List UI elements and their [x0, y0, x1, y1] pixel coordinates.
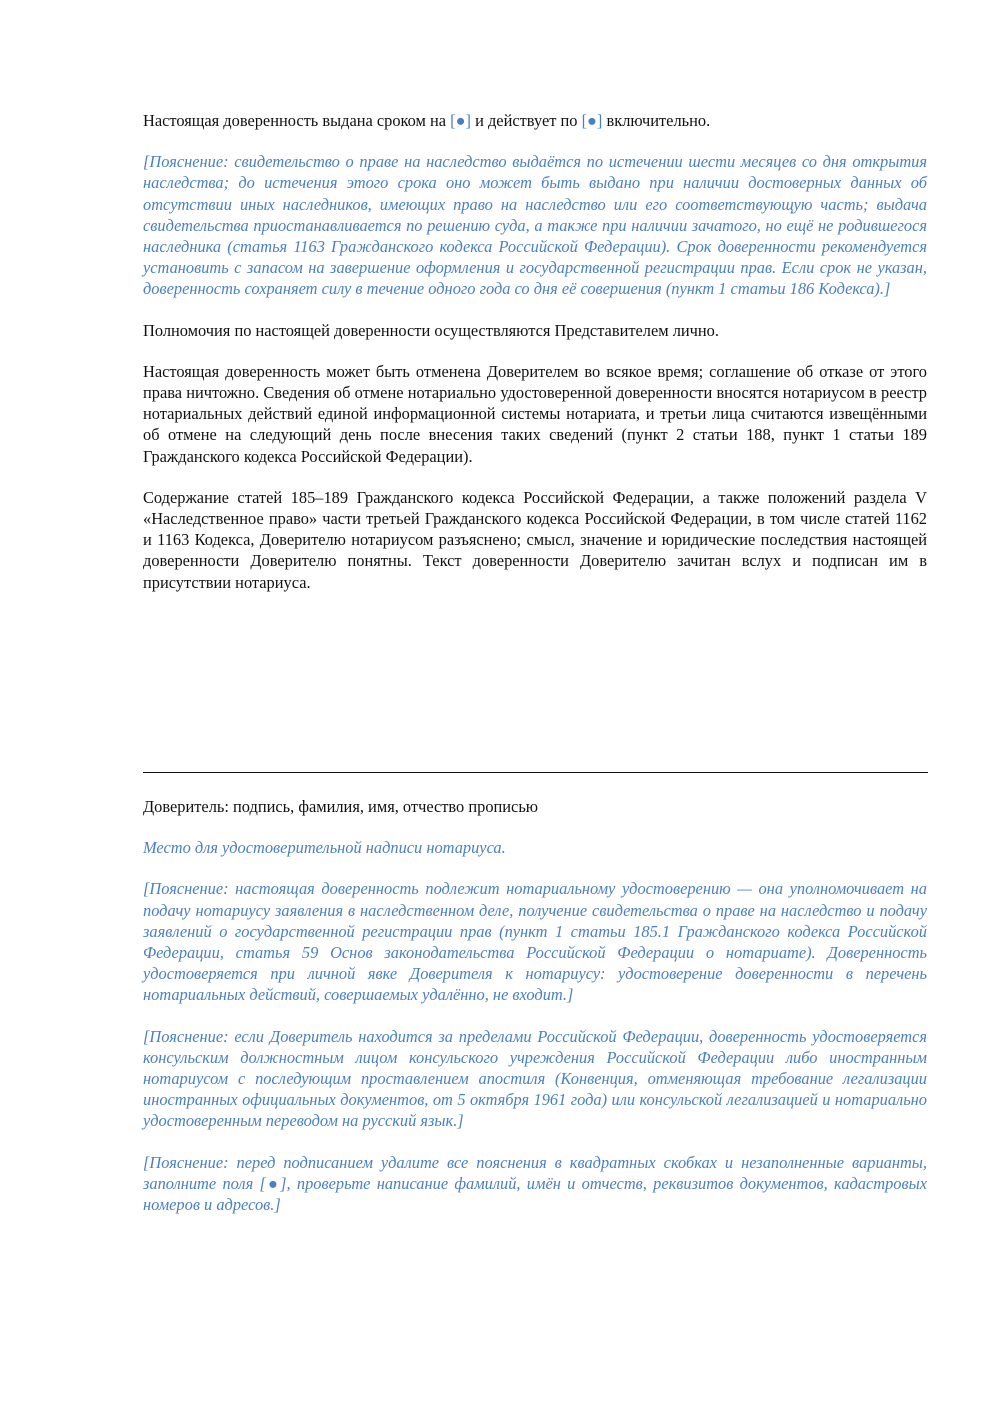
- term-middle: и действует по: [471, 111, 582, 130]
- validity-term-paragraph: [143, 110, 927, 131]
- signature-section: [143, 796, 927, 1235]
- note-term: [Пояснение: свидетельство о праве на наследство выдаётся по истечении шести месяцев со дня открытия наследства; до истечения этого срока оно может быть выдано при наличии достоверных данных об отсутствии иных наследников, имеющих право на наследство или его соответствующую часть; выдача свидетельства приостанавливается по решению суда, а также при наличии зачатого, но ещё не родившегося наследника (статья 1163 Гражданского кодекса Российской Федерации). Срок доверенности рекомендуется установить с запасом на завершение оформления и государственной регистрации прав. Если срок не указан, доверенность сохраняет силу в течение одного года со дня её совершения (пункт 1 статьи 186 Кодекса).]: [143, 152, 927, 299]
- explained-paragraph: Содержание статей 185–189 Гражданского кодекса Российской Федерации, а также положений раздела V «Наследственное право» части третьей Гражданского кодекса Российской Федерации, в том числе статей 1162 и 1163 Кодекса, Доверителю нотариусом разъяснено; смысл, значение и юридические последствия настоящей доверенности Доверителю понятны. Текст доверенности Доверителю зачитан вслух и подписан им в присутствии нотариуса.: [143, 487, 927, 592]
- term-prefix: Настоящая доверенность выдана сроком на: [143, 111, 451, 130]
- note-notary: [Пояснение: настоящая доверенность подлежит нотариальному удостоверению — она уполномочивает на подачу нотариусу заявления в наследственном деле, получение свидетельства о праве на наследство и подачу заявлений о государственной регистрации прав (пункт 1 статьи 185.1 Гражданского кодекса Российской Федерации, статья 59 Основ законодательства Российской Федерации о нотариате). Доверенность удостоверяется при личной явке Доверителя к нотариусу: удостоверение доверенности в перечень нотариальных действий, совершаемых удалённо, не входит.]: [143, 879, 927, 1005]
- notary-place: Место для удостоверительной надписи нотариуса.: [143, 838, 506, 858]
- note-final: [Пояснение: перед подписанием удалите все пояснения в квадратных скобках и незаполненные варианты, заполните поля [●], проверьте написание фамилий, имён и отчеств, реквизитов документов, кадастровых номеров и адресов.]: [143, 1152, 927, 1215]
- term-suffix: включительно.: [602, 111, 711, 130]
- document-body: [143, 110, 927, 613]
- personal-execution-paragraph: Полномочия по настоящей доверенности осуществляются Представителем лично.: [143, 320, 719, 340]
- note-abroad: [Пояснение: если Доверитель находится за пределами Российской Федерации, доверенность удостоверяется консульским должностным лицом консульского учреждения Российской Федерации либо иностранным нотариусом с последующим проставлением апостиля (Конвенция, отменяющая требование легализации иностранных официальных документов, от 5 октября 1961 года) или консульской легализацией и нотариально удостоверенным переводом на русский язык.]: [143, 1026, 927, 1131]
- signature-caption: Доверитель: подпись, фамилия, имя, отчество прописью: [143, 797, 539, 816]
- revocation-paragraph: Настоящая доверенность может быть отменена Доверителем во всякое время; соглашение об отказе от этого права ничтожно. Сведения об отмене нотариально удостоверенной доверенности вносятся нотариусом в реестр нотариальных действий единой информационной системы нотариата, и третьи лица считаются извещёнными об отмене на следующий день после внесения таких сведений (пункт 2 статьи 188, пункт 1 статьи 189 Гражданского кодекса Российской Федерации).: [143, 361, 927, 466]
- placeholder-end-date[interactable]: [●]: [581, 111, 603, 130]
- signature-line[interactable]: [143, 772, 928, 773]
- placeholder-term[interactable]: [●]: [450, 111, 471, 130]
